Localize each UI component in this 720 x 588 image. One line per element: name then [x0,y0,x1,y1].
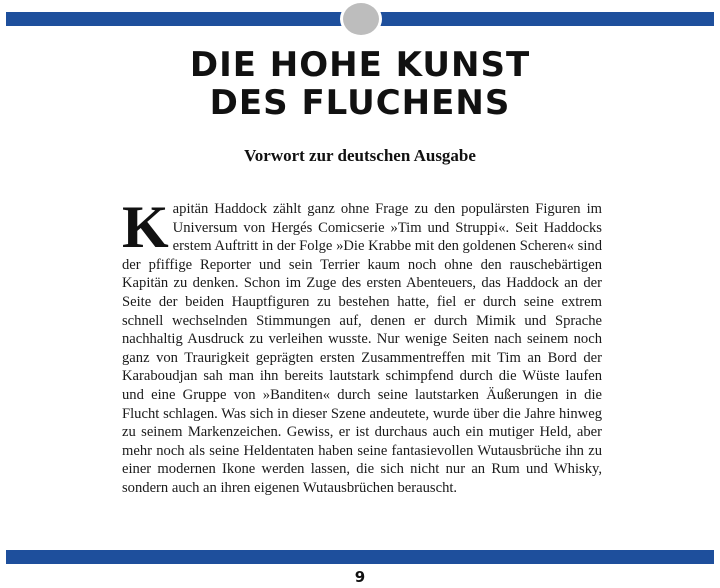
page-subtitle: Vorwort zur deutschen Ausgabe [244,146,476,165]
top-decorative-circle [340,0,382,38]
title-line-1: DIE HOHE KUNST [189,45,531,85]
body-paragraph [122,194,602,498]
bottom-decorative-band [6,550,714,564]
body-text: apitän Haddock zählt ganz ohne Frage zu den populärsten Figuren im Universum von Hergés Comicserie »Tim und Struppi«. Seit Haddocks erstem Auftritt in der Folge »Die Krabbe mit den goldenen Scheren« sind der pfiffige Reporter und sein Terrier kaum noch ohne den rauschebärtigen Kapitän zu denken. Schon im Zuge des ersten Abenteuers, das Haddock an der Seite der beiden Hauptfiguren zu bestehen hatte, fiel er durch seine extrem schnell wechselnden Stimmungen auf, denen er durch Mimik und Sprache nachhaltig Ausdruck zu verleihen wusste. Nur wenige Seiten nach seinem noch ganz von Traurigkeit geprägten ersten Zusammentreffen mit Tim an Bord der Karaboudjan sah man ihn bereits lautstark schimpfend durch die Wüste laufen und eine Gruppe von »Banditen« durch seine lautstarken Äußerungen in die Flucht schlagen. Was sich in dieser Szene andeutete, wurde über die Jahre hinweg zu seinem Markenzeichen. Gewiss, er ist durchaus auch ein mutiger Held, aber mehr noch als seine Heldentaten haben seine fantasievollen Wutausbrüche ihn zu einer modernen Ikone werden lassen, die sich nicht nur an Rum und Whisky, sondern auch an ihren eigenen Wutausbrüchen berauscht. [122,201,602,496]
title-line-2: DES FLUCHENS [209,83,511,123]
drop-cap: K [122,194,169,260]
page-title [0,46,720,122]
page-number: 9 [354,568,366,586]
